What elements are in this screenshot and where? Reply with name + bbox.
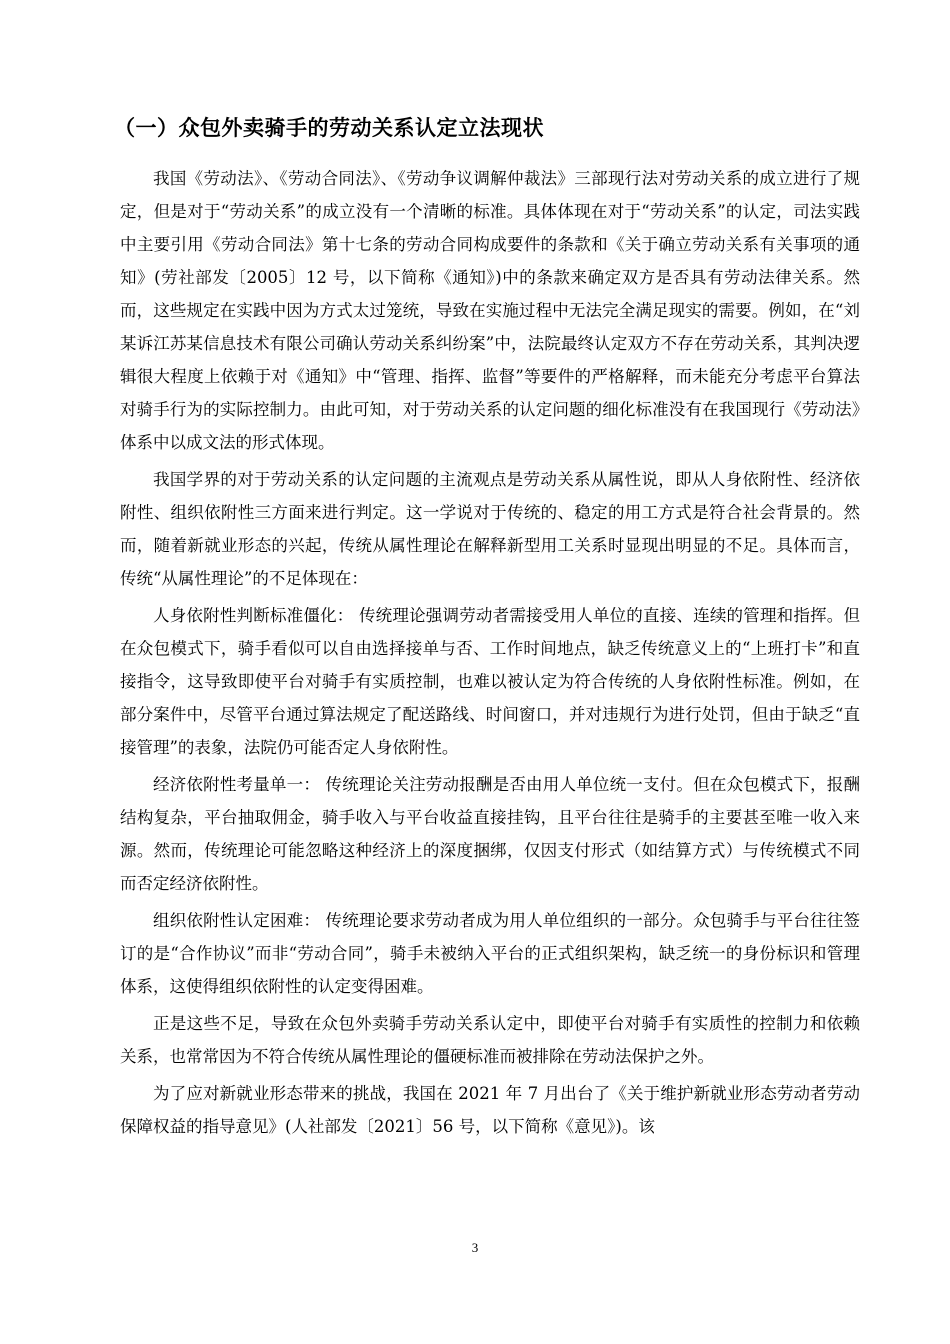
section-heading: （一）众包外卖骑手的劳动关系认定立法现状 — [114, 116, 544, 140]
paragraph-subordination-theory: 我国学界的对于劳动关系的认定问题的主流观点是劳动关系从属性说，即从人身依附性、经济依附性、组织依附性三方面来进行判定。这一学说对于传统的、稳定的用工方式是符合社会背景的。然而，随着新就业形态的兴起，传统从属性理论在解释新型用工关系时显现出明显的不足。具体而言，传统“从属性理论”的不足体现在： — [120, 470, 860, 588]
document-body — [114, 112, 860, 1147]
page-number: 3 — [471, 1240, 479, 1255]
paragraph-personal-dependency: 人身依附性判断标准僵化： 传统理论强调劳动者需接受用人单位的直接、连续的管理和指挥。但在众包模式下，骑手看似可以自由选择接单与否、工作时间地点，缺乏传统意义上的“上班打卡”和直接指令，这导致即使平台对骑手有实质控制，也难以被认定为符合传统的人身依附性标准。例如，在部分案件中，尽管平台通过算法规定了配送路线、时间窗口，并对违规行为进行处罚，但由于缺乏“直接管理”的表象，法院仍可能否定人身依附性。 — [120, 606, 860, 757]
paragraph-legal-status: 我国《劳动法》、《劳动合同法》、《劳动争议调解仲裁法》三部现行法对劳动关系的成立进行了规定，但是对于“劳动关系”的成立没有一个清晰的标准。具体体现在对于“劳动关系”的认定，司法实践中主要引用《劳动合同法》第十七条的劳动合同构成要件的条款和《关于确立劳动关系有关事项的通知》(劳社部发〔2005〕12 号，以下简称《通知》)中的条款来确定双方是否具有劳动法律关系。然而，这些规定在实践中因为方式太过笼统，导致在实施过程中无法完全满足现实的需要。例如，在“刘某诉江苏某信息技术有限公司确认劳动关系纠纷案”中，法院最终认定双方不存在劳动关系，其判决逻辑很大程度上依赖于对《通知》中“管理、指挥、监督”等要件的严格解释，而未能充分考虑平台算法对骑手行为的实际控制力。由此可知，对于劳动关系的认定问题的细化标准没有在我国现行《劳动法》体系中以成文法的形式体现。 — [120, 169, 860, 452]
paragraph-consequence: 正是这些不足，导致在众包外卖骑手劳动关系认定中，即使平台对骑手有实质性的控制力和依赖关系，也常常因为不符合传统从属性理论的僵硬标准而被排除在劳动法保护之外。 — [120, 1014, 860, 1066]
paragraph-guidance-opinion: 为了应对新就业形态带来的挑战，我国在 2021 年 7 月出台了《关于维护新就业形态劳动者劳动保障权益的指导意见》(人社部发〔2021〕56 号，以下简称《意见》)。该 — [120, 1084, 860, 1136]
paragraph-organizational-dependency: 组织依附性认定困难： 传统理论要求劳动者成为用人单位组织的一部分。众包骑手与平台往往签订的是“合作协议”而非“劳动合同”，骑手未被纳入平台的正式组织架构，缺乏统一的身份标识和管理体系，这使得组织依附性的认定变得困难。 — [120, 911, 860, 996]
paragraph-economic-dependency: 经济依附性考量单一： 传统理论关注劳动报酬是否由用人单位统一支付。但在众包模式下，报酬结构复杂，平台抽取佣金，骑手收入与平台收益直接挂钩，且平台往往是骑手的主要甚至唯一收入来源。然而，传统理论可能忽略这种经济上的深度捆绑，仅因支付形式（如结算方式）与传统模式不同而否定经济依附性。 — [120, 775, 860, 893]
